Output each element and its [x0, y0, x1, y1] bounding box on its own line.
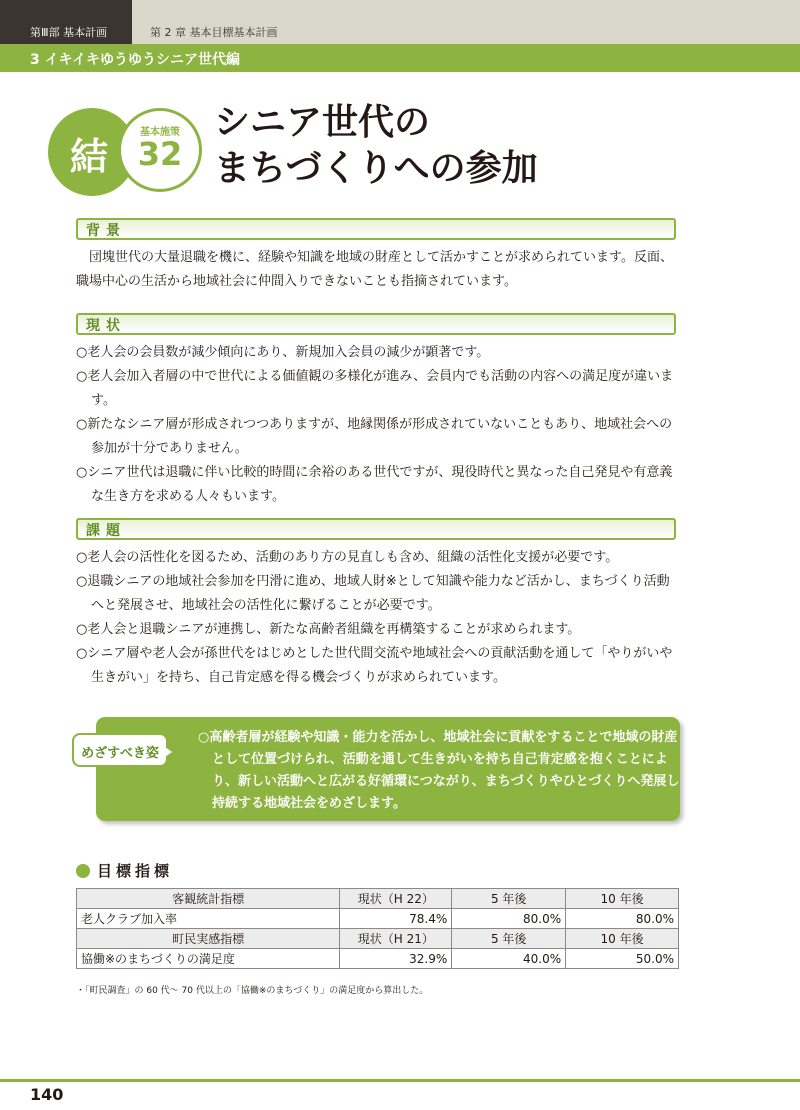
list-item-text: 新たなシニア層が形成されつつありますが、地縁関係が形成されていないこともあり、地域社会への参加が十分でありません。: [87, 417, 673, 456]
bullet-mark: [76, 574, 87, 589]
background-heading-label: 背景: [86, 223, 126, 239]
policy-label: 基本施策: [140, 127, 180, 138]
table-cell: 32.9%: [340, 949, 452, 969]
table-cell: 現状（H 21）: [340, 929, 452, 949]
goal-box: [96, 717, 680, 821]
footnote: ・「町民調査」の 60 代〜 70 代以上の「協働※のまちづくり」の満足度から算出した。: [76, 986, 429, 996]
table-header-row: [77, 929, 679, 949]
list-item-text: 老人会加入者層の中で世代による価値観の多様化が進み、会員内でも活動の内容への満足度が違います。: [87, 369, 674, 408]
table-cell: 10 年後: [566, 929, 679, 949]
table-cell: 客観統計指標: [77, 889, 340, 909]
table-cell: 5 年後: [452, 929, 566, 949]
goal-label-box: [72, 733, 168, 767]
table-cell: 80.0%: [452, 909, 566, 929]
current-list: [76, 341, 682, 509]
footer-divider: [0, 1079, 800, 1082]
indicators-title: 目標指標: [97, 862, 174, 880]
table-cell: 老人クラブ加入率: [77, 909, 340, 929]
list-item: [76, 570, 682, 618]
bullet-mark: [76, 369, 87, 384]
bullet-mark: [76, 622, 87, 637]
section-title: 3 イキイキゆうゆうシニア世代編: [30, 52, 241, 68]
header-part-label: 第Ⅲ部 基本計画: [30, 26, 108, 39]
page-title: [214, 100, 538, 192]
table-row: [77, 909, 679, 929]
bullet-mark: [76, 345, 87, 360]
bullet-mark: [76, 550, 87, 565]
goal-pointer-inner-icon: [165, 747, 172, 757]
list-item: [76, 413, 682, 461]
table-cell: 78.4%: [340, 909, 452, 929]
page-number: 140: [30, 1085, 64, 1104]
list-item: [76, 341, 682, 365]
policy-number: 32: [137, 135, 183, 173]
header-part-tab: [0, 0, 132, 44]
table-cell: 5 年後: [452, 889, 566, 909]
list-item-text: 老人会の活性化を図るため、活動のあり方の見直しも含め、組織の活性化支援が必要です。: [87, 550, 619, 565]
table-cell: 10 年後: [566, 889, 679, 909]
bullet-mark: [76, 465, 87, 480]
table-cell: 50.0%: [566, 949, 679, 969]
list-item-text: 老人会の会員数が減少傾向にあり、新規加入会員の減少が顕著です。: [87, 345, 490, 360]
table-cell: 80.0%: [566, 909, 679, 929]
table-header-row: [77, 889, 679, 909]
issues-list: [76, 546, 682, 690]
list-item-text: シニア世代は退職に伴い比較的時間に余裕のある世代ですが、現役時代と異なった自己発見や有意義な生き方を求める人々もいます。: [87, 465, 673, 504]
table-cell: 町民実感指標: [77, 929, 340, 949]
list-item-text: 老人会と退職シニアが連携し、新たな高齢者組織を再構築することが求められます。: [87, 622, 581, 637]
issues-heading: [76, 518, 676, 540]
table-row: [77, 949, 679, 969]
policy-number-badge: [118, 108, 202, 192]
header-chapter-tab: [132, 0, 800, 44]
list-item: [76, 618, 682, 642]
list-item: [76, 642, 682, 690]
section-bar: [0, 44, 800, 72]
list-item: [76, 365, 682, 413]
background-heading: [76, 218, 676, 240]
goal-text: ○高齢者層が経験や知識・能力を活かし、地域社会に貢献をすることで地域の財産として位置づけられ、活動を通して生きがいを持ち自己肯定感を抱くことにより、新しい活動へと広がる好循環につながり、まちづくりやひとづくりへ発展し持続する地域社会をめざします。: [198, 730, 680, 811]
list-item-text: 退職シニアの地域社会参加を円滑に進め、地域人財※として知識や能力など活かし、まちづくり活動へと発展させ、地域社会の活性化に繋げることが必要です。: [87, 574, 670, 613]
list-item: [76, 546, 682, 570]
issues-heading-label: 課題: [86, 523, 126, 539]
current-heading: [76, 313, 676, 335]
page-title-line-1: シニア世代の: [214, 102, 431, 143]
indicators-table: [76, 888, 679, 969]
list-item-text: シニア層や老人会が孫世代をはじめとした世代間交流や地域社会への貢献活動を通して「やりがいや生きがい」を持ち、自己肯定感を得る機会づくりが求められています。: [87, 646, 673, 685]
current-heading-label: 現状: [86, 318, 126, 334]
bullet-mark: [76, 417, 87, 432]
background-text: 団塊世代の大量退職を機に、経験や知識を地域の財産として活かすことが求められています。反面、職場中心の生活から地域社会に仲間入りできないことも指摘されています。: [76, 250, 673, 289]
table-cell: 現状（H 22）: [340, 889, 452, 909]
goal-label: めざすべき姿: [81, 746, 159, 761]
table-cell: 協働※のまちづくりの満足度: [77, 949, 340, 969]
list-item: [76, 461, 682, 509]
table-cell: 40.0%: [452, 949, 566, 969]
page-title-line-2: まちづくりへの参加: [214, 148, 538, 189]
header-chapter-label: 第 2 章 基本目標基本計画: [150, 26, 278, 39]
bullet-mark: [76, 646, 87, 661]
category-label: 結: [69, 135, 108, 179]
bullet-dot-icon: [76, 864, 90, 878]
